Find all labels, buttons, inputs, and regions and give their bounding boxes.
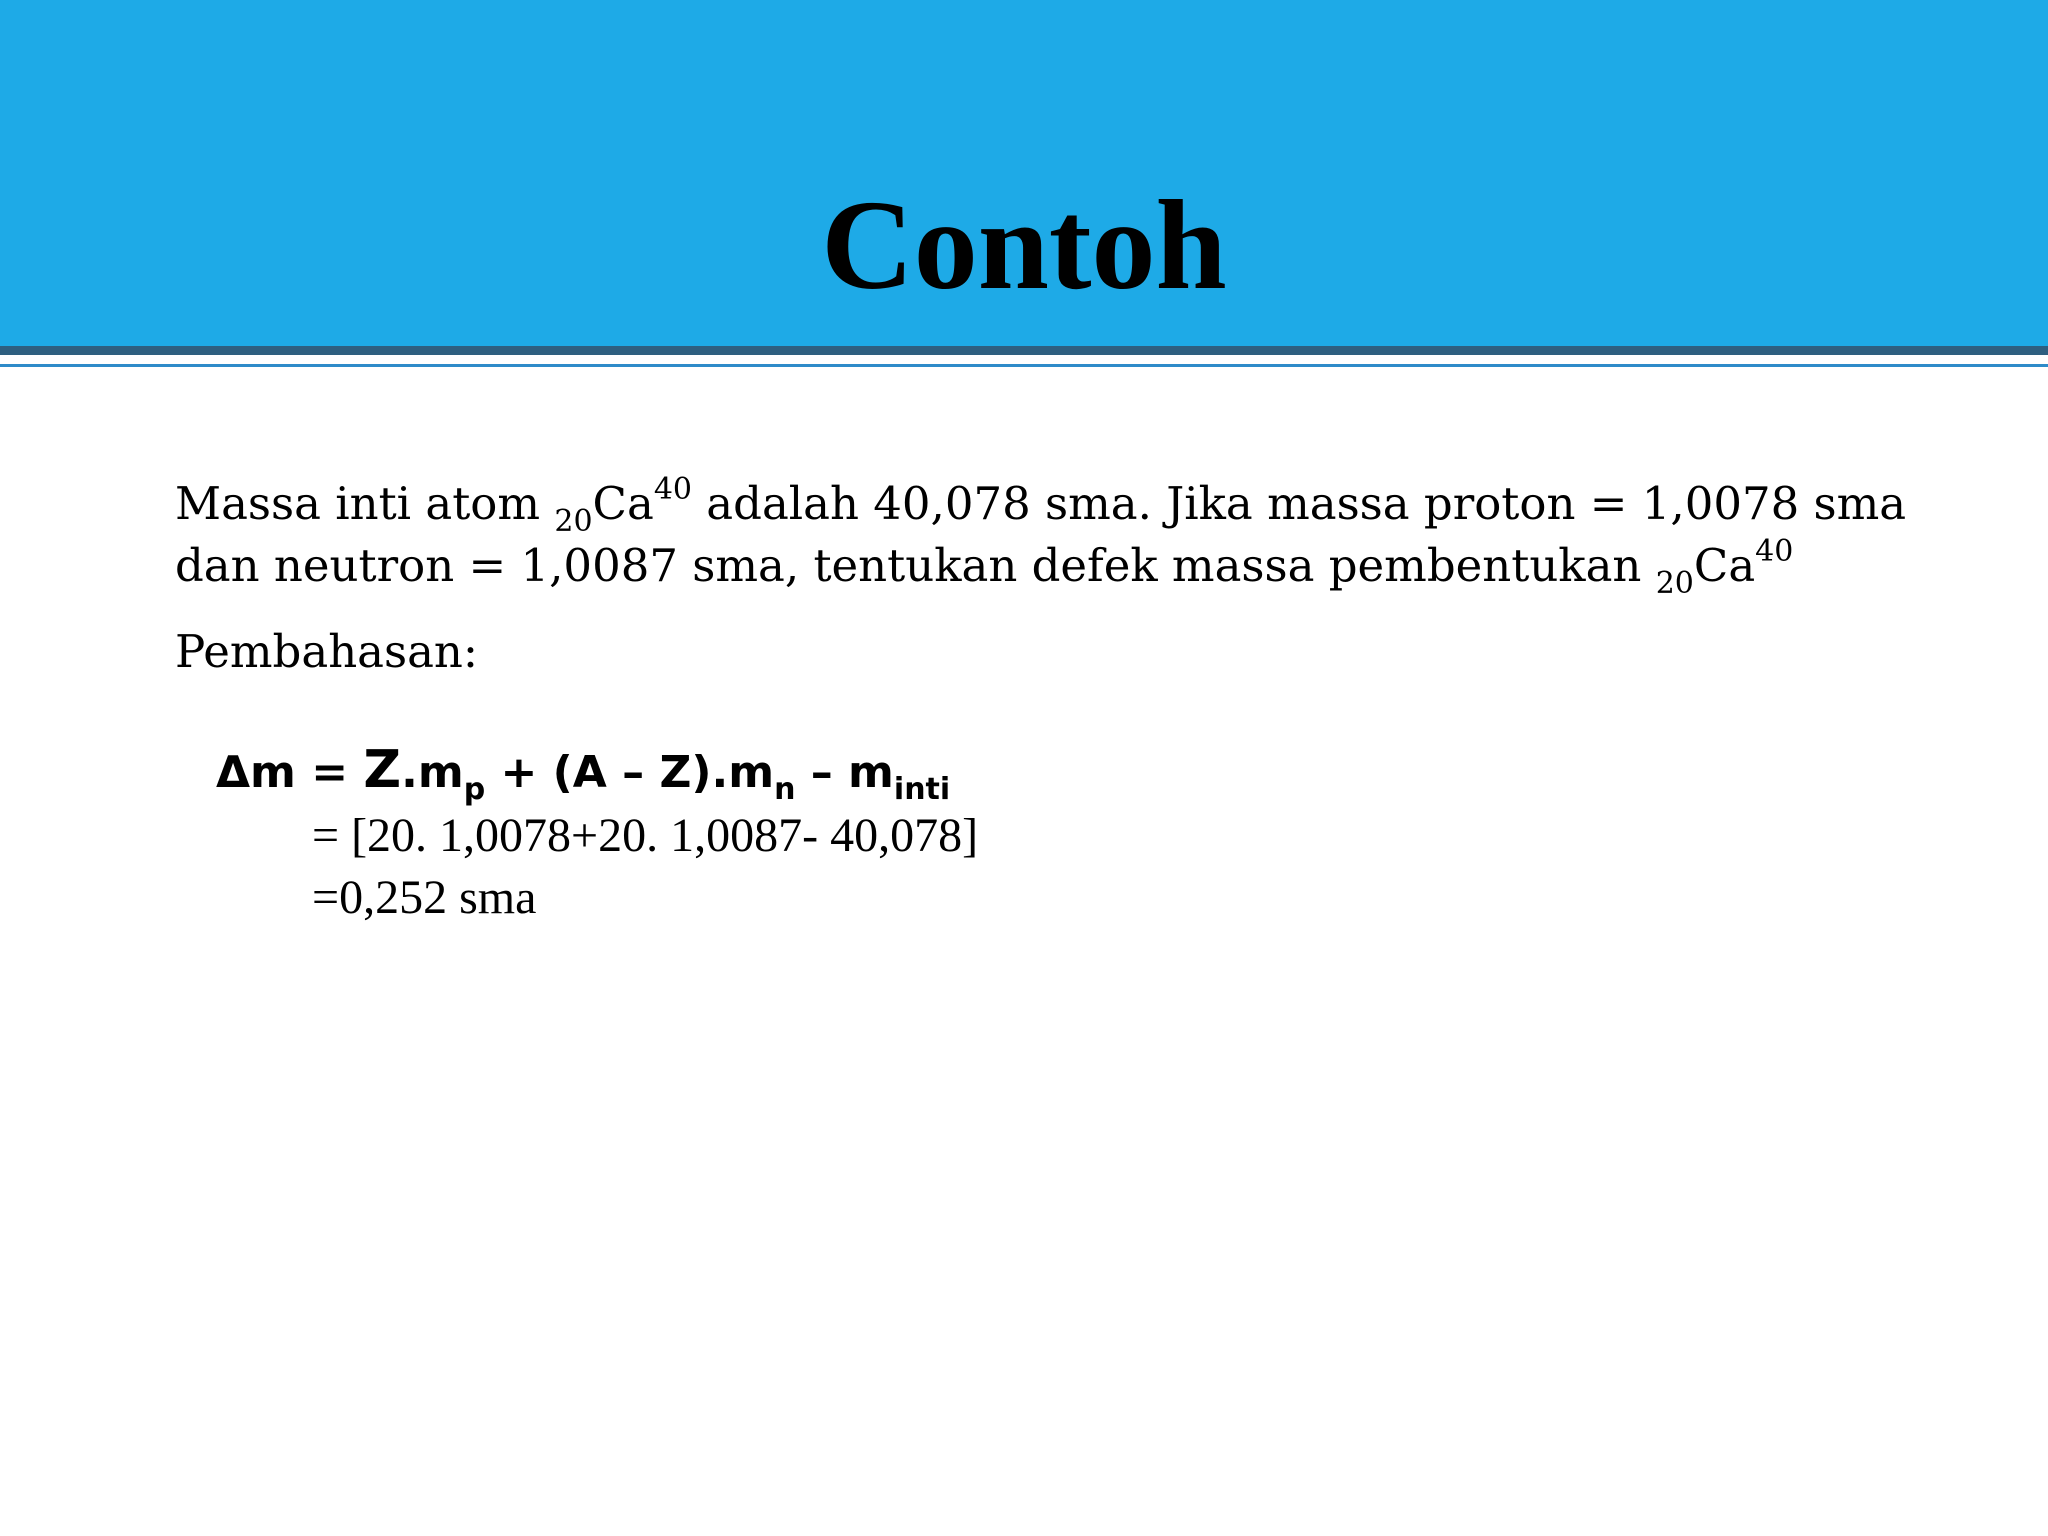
formula-minti-subscript: inti: [893, 772, 951, 807]
isotope-notation: [1656, 522, 1794, 614]
formula-lhs: Δm =: [216, 747, 364, 798]
problem-text: Massa inti atom: [175, 477, 555, 530]
mass-number: 40: [1755, 534, 1794, 569]
element-symbol: Ca: [1693, 539, 1756, 592]
mass-number: 40: [653, 472, 692, 507]
formula-minus: – m: [795, 747, 894, 798]
calculation-step: = [20. 1,0078+20. 1,0087- 40,078]: [312, 809, 979, 862]
problem-text: dan neutron = 1,0087 sma, tentukan defek massa pembentukan: [175, 539, 1656, 592]
formula-middle: + (A – Z).m: [485, 747, 775, 798]
solution-label: Pembahasan:: [175, 625, 479, 678]
slide-title: Contoh: [821, 174, 1227, 316]
problem-text: adalah 40,078 sma. Jika massa proton = 1,0078 sma: [692, 477, 1907, 530]
formula-mn-subscript: n: [774, 772, 796, 807]
formula-mp-subscript: p: [463, 772, 486, 807]
atomic-number: 20: [1655, 566, 1694, 601]
header-divider-dark: [0, 346, 2048, 355]
problem-statement-line-2: [175, 522, 1793, 614]
element-symbol: Ca: [592, 477, 654, 530]
formula-z: Z: [363, 740, 402, 800]
atomic-number: 20: [554, 504, 593, 539]
header-divider-light: [0, 364, 2048, 367]
calculation-result: =0,252 sma: [312, 871, 537, 924]
formula-mp: .m: [401, 747, 464, 798]
